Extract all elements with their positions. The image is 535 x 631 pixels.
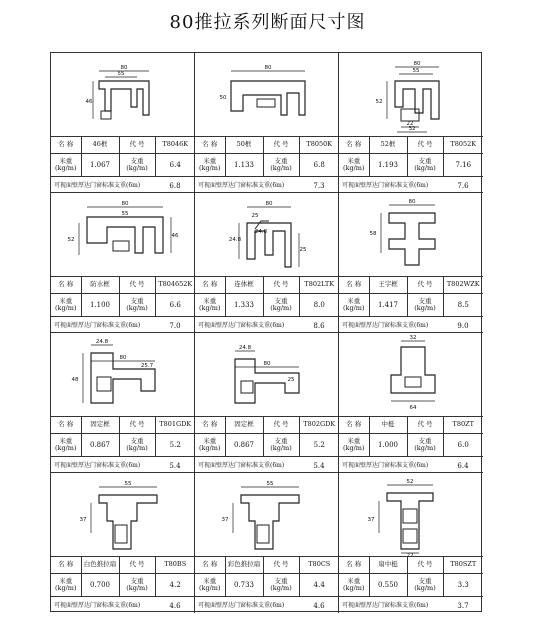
profile-code: T802WZK [443, 277, 483, 294]
unit-weight-label: 米重 (kg/m) [195, 154, 225, 177]
support-weight-value: 5.2 [155, 434, 195, 457]
standard-note: 可视面壁厚达门窗标准支重(6m) [339, 177, 443, 197]
code-header: 代 号 [263, 137, 299, 154]
unit-weight-value: 0.867 [225, 434, 263, 457]
code-header: 代 号 [407, 137, 443, 154]
code-header: 代 号 [407, 277, 443, 294]
name-header: 名 称 [51, 417, 81, 434]
standard-weight-value: 7.0 [155, 317, 195, 337]
support-weight-value: 8.5 [443, 294, 483, 317]
support-weight-label: 支重 (kg/m) [407, 154, 443, 177]
dimension-label: 80 [121, 201, 129, 207]
support-weight-value: 4.4 [299, 574, 339, 597]
dimension-label: 48 [71, 377, 79, 383]
code-header: 代 号 [263, 417, 299, 434]
profile-drawing [195, 53, 339, 136]
profile-name: 彩色推拉扇 [225, 557, 263, 574]
profile-name: 白色推拉扇 [81, 557, 119, 574]
spec-table [339, 416, 483, 476]
name-header: 名 称 [339, 417, 369, 434]
profile-code: T802LTK [299, 277, 339, 294]
code-header: 代 号 [263, 557, 299, 574]
profile-name: 50框 [225, 137, 263, 154]
profile-card [195, 333, 339, 473]
code-header: 代 号 [119, 137, 155, 154]
profile-drawing [51, 53, 195, 136]
unit-weight-label: 米重 (kg/m) [195, 434, 225, 457]
standard-weight-value: 8.6 [299, 317, 339, 337]
spec-table [195, 276, 339, 336]
dimension-label: 80 [264, 65, 272, 71]
spec-table [51, 556, 195, 616]
profile-name: 扇中梃 [369, 557, 407, 574]
unit-weight-label: 米重 (kg/m) [339, 574, 369, 597]
profile-code: T80CS [299, 557, 339, 574]
unit-weight-value: 0.700 [81, 574, 119, 597]
support-weight-label: 支重 (kg/m) [119, 294, 155, 317]
profile-name: 固定框 [81, 417, 119, 434]
name-header: 名 称 [195, 137, 225, 154]
dimension-label: 37 [221, 517, 229, 523]
unit-weight-label: 米重 (kg/m) [51, 574, 81, 597]
profile-drawing [339, 193, 483, 276]
code-header: 代 号 [119, 417, 155, 434]
profile-code: T801GDK [155, 417, 195, 434]
profile-drawing [51, 473, 195, 556]
support-weight-label: 支重 (kg/m) [263, 294, 299, 317]
profile-drawing [51, 333, 195, 416]
profile-drawing [195, 333, 339, 416]
profile-card [339, 193, 483, 333]
name-header: 名 称 [195, 417, 225, 434]
support-weight-label: 支重 (kg/m) [263, 434, 299, 457]
support-weight-value: 6.6 [155, 294, 195, 317]
profile-drawing [339, 473, 483, 556]
name-header: 名 称 [51, 277, 81, 294]
unit-weight-value: 1.000 [369, 434, 407, 457]
dimension-label: 25 [287, 377, 295, 383]
profile-drawing [195, 193, 339, 276]
standard-weight-value: 5.4 [299, 457, 339, 477]
support-weight-label: 支重 (kg/m) [119, 434, 155, 457]
support-weight-label: 支重 (kg/m) [119, 154, 155, 177]
dimension-label: 80 [120, 65, 128, 71]
profile-grid [50, 52, 482, 612]
unit-weight-value: 0.550 [369, 574, 407, 597]
standard-note: 可视面壁厚达门窗标准支重(6m) [339, 597, 443, 617]
support-weight-label: 支重 (kg/m) [119, 574, 155, 597]
profile-name: 连体框 [225, 277, 263, 294]
unit-weight-value: 1.100 [81, 294, 119, 317]
standard-note: 可视面壁厚达门窗标准支重(6m) [195, 177, 299, 197]
dimension-label: 24.8 [228, 237, 242, 243]
dimension-label: 32 [409, 335, 417, 341]
unit-weight-value: 1.133 [225, 154, 263, 177]
support-weight-value: 3.3 [443, 574, 483, 597]
dimension-label: 80 [413, 61, 421, 67]
dimension-label: 55 [266, 481, 274, 487]
dimension-label: 46 [171, 233, 179, 239]
spec-table [51, 416, 195, 476]
profile-code: T8046K [155, 137, 195, 154]
spec-table [51, 276, 195, 336]
support-weight-value: 5.2 [299, 434, 339, 457]
profile-card [339, 333, 483, 473]
profile-card [339, 473, 483, 613]
dimension-label: 25 [299, 247, 307, 253]
standard-weight-value: 6.8 [155, 177, 195, 197]
profile-code: T8050K [299, 137, 339, 154]
dimension-label: 24.8 [238, 345, 252, 351]
dimension-label: 80 [408, 199, 416, 205]
standard-weight-value: 7.6 [443, 177, 483, 197]
profile-name: 52框 [369, 137, 407, 154]
profile-code: T80ZT [443, 417, 483, 434]
profile-name: 46框 [81, 137, 119, 154]
dimension-label: 58 [369, 231, 377, 237]
standard-note: 可视面壁厚达门窗标准支重(6m) [195, 317, 299, 337]
unit-weight-label: 米重 (kg/m) [339, 154, 369, 177]
support-weight-value: 4.2 [155, 574, 195, 597]
dimension-label: 22 [406, 553, 414, 556]
profile-card [51, 333, 195, 473]
standard-weight-value: 5.4 [155, 457, 195, 477]
unit-weight-value: 1.067 [81, 154, 119, 177]
spec-table [339, 556, 483, 616]
standard-weight-value: 6.4 [443, 457, 483, 477]
support-weight-value: 6.8 [299, 154, 339, 177]
unit-weight-value: 0.733 [225, 574, 263, 597]
support-weight-label: 支重 (kg/m) [263, 574, 299, 597]
standard-note: 可视面壁厚达门窗标准支重(6m) [51, 457, 155, 477]
profile-name: 固定框 [225, 417, 263, 434]
profile-code: T80BS [155, 557, 195, 574]
support-weight-value: 7.16 [443, 154, 483, 177]
unit-weight-label: 米重 (kg/m) [339, 294, 369, 317]
unit-weight-value: 1.193 [369, 154, 407, 177]
dimension-label: 22 [406, 121, 414, 127]
dimension-label: 50 [219, 95, 227, 101]
dimension-label: 52 [67, 237, 75, 243]
unit-weight-label: 米重 (kg/m) [51, 294, 81, 317]
unit-weight-label: 米重 (kg/m) [195, 294, 225, 317]
dimension-label: 46 [85, 99, 93, 105]
profile-drawing [195, 473, 339, 556]
dimension-label: 55 [121, 211, 129, 217]
code-header: 代 号 [119, 557, 155, 574]
support-weight-label: 支重 (kg/m) [407, 574, 443, 597]
dimension-label: 37 [79, 517, 87, 523]
profile-code: T804652K [155, 277, 195, 294]
profile-card [51, 53, 195, 193]
profile-card [51, 193, 195, 333]
dimension-label: 32 [408, 126, 416, 132]
dimension-label: 52 [406, 479, 414, 485]
name-header: 名 称 [339, 277, 369, 294]
support-weight-label: 支重 (kg/m) [263, 154, 299, 177]
standard-note: 可视面壁厚达门窗标准支重(6m) [51, 597, 155, 617]
profile-name: 防水框 [81, 277, 119, 294]
standard-weight-value: 4.6 [155, 597, 195, 617]
profile-code: T802GDK [299, 417, 339, 434]
standard-note: 可视面壁厚达门窗标准支重(6m) [195, 457, 299, 477]
profile-card [195, 193, 339, 333]
unit-weight-label: 米重 (kg/m) [51, 434, 81, 457]
support-weight-value: 6.4 [155, 154, 195, 177]
page-title: 80推拉系列断面尺寸图 [169, 12, 366, 33]
profile-code: T8052K [443, 137, 483, 154]
code-header: 代 号 [407, 417, 443, 434]
dimension-label: 80 [263, 361, 271, 367]
standard-weight-value: 4.6 [299, 597, 339, 617]
profile-card [195, 53, 339, 193]
spec-table [51, 136, 195, 196]
profile-drawing [339, 53, 483, 136]
dimension-label: 25.7 [140, 363, 154, 369]
dimension-label: 24.8 [95, 339, 109, 345]
unit-weight-label: 米重 (kg/m) [195, 574, 225, 597]
dimension-label: 37 [367, 517, 375, 523]
unit-weight-label: 米重 (kg/m) [51, 154, 81, 177]
support-weight-label: 支重 (kg/m) [407, 434, 443, 457]
profile-code: T80SZT [443, 557, 483, 574]
profile-drawing [51, 193, 195, 276]
unit-weight-value: 1.417 [369, 294, 407, 317]
unit-weight-value: 1.333 [225, 294, 263, 317]
standard-note: 可视面壁厚达门窗标准支重(6m) [51, 317, 155, 337]
code-header: 代 号 [263, 277, 299, 294]
spec-table [195, 416, 339, 476]
standard-weight-value: 7.3 [299, 177, 339, 197]
name-header: 名 称 [51, 557, 81, 574]
dimension-label: 25 [251, 213, 259, 219]
dimension-label: 55 [124, 481, 132, 487]
dimension-label: 55 [412, 68, 420, 74]
standard-weight-value: 9.0 [443, 317, 483, 337]
name-header: 名 称 [51, 137, 81, 154]
code-header: 代 号 [119, 277, 155, 294]
standard-note: 可视面壁厚达门窗标准支重(6m) [51, 177, 155, 197]
dimension-label: 55 [117, 71, 125, 77]
code-header: 代 号 [407, 557, 443, 574]
support-weight-label: 支重 (kg/m) [407, 294, 443, 317]
dimension-label: 64 [409, 405, 417, 411]
profile-name: 王字框 [369, 277, 407, 294]
name-header: 名 称 [195, 277, 225, 294]
profile-card [195, 473, 339, 613]
unit-weight-value: 0.867 [81, 434, 119, 457]
dimension-label: 80 [265, 201, 273, 207]
dimension-label: 24.8 [254, 229, 268, 235]
support-weight-value: 8.0 [299, 294, 339, 317]
standard-note: 可视面壁厚达门窗标准支重(6m) [195, 597, 299, 617]
profile-drawing [339, 333, 483, 416]
unit-weight-label: 米重 (kg/m) [339, 434, 369, 457]
spec-table [195, 556, 339, 616]
profile-card [51, 473, 195, 613]
name-header: 名 称 [195, 557, 225, 574]
name-header: 名 称 [339, 137, 369, 154]
profile-card [339, 53, 483, 193]
dimension-label: 80 [119, 355, 127, 361]
standard-weight-value: 3.7 [443, 597, 483, 617]
standard-note: 可视面壁厚达门窗标准支重(6m) [339, 317, 443, 337]
spec-table [195, 136, 339, 196]
dimension-label: 52 [375, 99, 383, 105]
spec-table [339, 136, 483, 196]
name-header: 名 称 [339, 557, 369, 574]
support-weight-value: 6.0 [443, 434, 483, 457]
profile-name: 中梃 [369, 417, 407, 434]
spec-table [339, 276, 483, 336]
standard-note: 可视面壁厚达门窗标准支重(6m) [339, 457, 443, 477]
